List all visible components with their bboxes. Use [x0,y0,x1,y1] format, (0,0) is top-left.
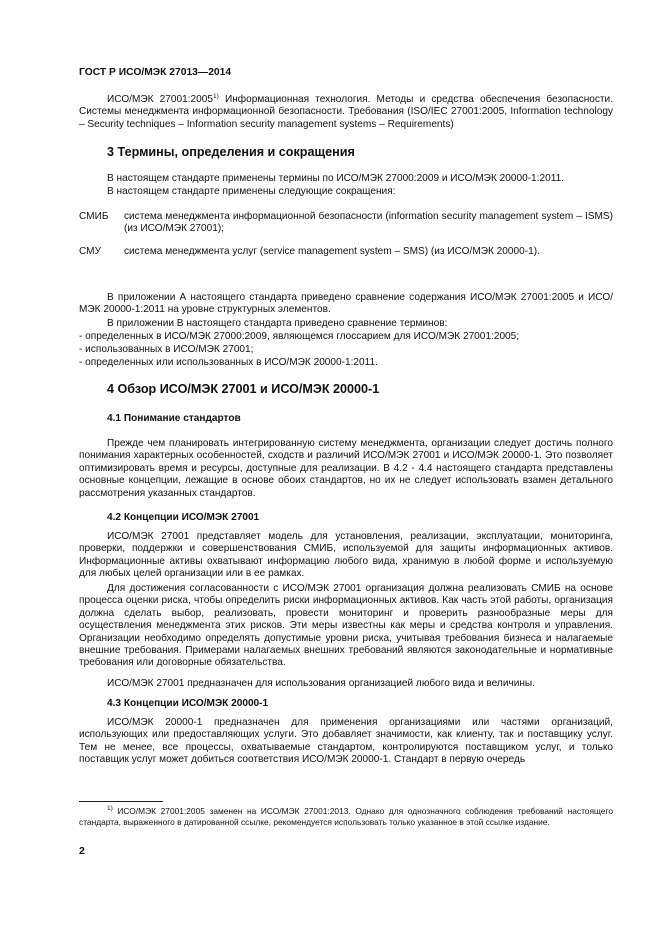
subsection-4-2-para-2: Для достижения согласованности с ИСО/МЭК 27001 организация должна реализовать СМИБ на основе процесса оценки риска, чтобы определить риски информационных активов. Как часть этой работы, организация должна сделать выбор, реализовать, провести мониторинг и проверить разнообразные меры для осуществления менеджмента этих рисков. Эти меры известны как меры и средства контроля и управления. Организации необходимо определять допустимые уровни риска, учитывая требования бизнеса и налагаемые внешние требования. Примерами налагаемых внешних требований являются законодательные и нормативные требования или договорные обязательства. [79,583,613,669]
subsection-4-2-para-3: ИСО/МЭК 27001 предназначен для использования организацией любого вида и величины. [107,678,535,689]
reference-text: Информационная технология. Методы и средства обеспечения безопасности. Системы менеджмента информационной безопасности. Требования (ISO/IEC 27001:2005, Information technology – Security techniques – Information security management systems – Requirements) [79,94,613,130]
footnote-separator [79,801,163,802]
list-item: - определенных или использованных в ИСО/МЭК 20000-1:2011. [79,357,378,368]
reference-id: ИСО/МЭК 27001:2005 [107,94,214,105]
section-3-para-abbr-intro: В настоящем стандарте применены следующие сокращения: [107,186,396,197]
abbr-key-smu: СМУ [79,246,101,257]
section-3-para-terms: В настоящем стандарте применены термины по ИСО/МЭК 27000:2009 и ИСО/МЭК 20000-1:2011. [107,173,564,184]
list-item: - определенных в ИСО/МЭК 27000:2009, являющемся глоссарием для ИСО/МЭК 27001:2005; [79,331,520,342]
section-4-heading: 4 Обзор ИСО/МЭК 27001 и ИСО/МЭК 20000-1 [107,382,380,396]
subsection-4-3-text: ИСО/МЭК 20000-1 предназначен для применения организациями или частями организаций, использующих или предоставляющих услуги. Это добавляет значимости, как клиенту, так и поставщику услуг. Тем не менее, все процессы, охватываемые стандартом, контролируются поставщиком услуг, и только поставщик услуг может добиться соответствия ИСО/МЭК 20000-1. Стандарт в первую очередь [79,717,613,766]
subsection-4-2-para-1: ИСО/МЭК 27001 представляет модель для установления, реализации, эксплуатации, мониторинга, проверки, поддержки и совершенствования СМИБ, используемой для защиты информационных активов. Информационные активы охватывают информацию любого вида, хранимую в любой форме и используемую для любых целей организации или в ее рамках. [79,531,613,580]
annex-a-paragraph: В приложении А настоящего стандарта приведено сравнение содержания ИСО/МЭК 27001:2005 и ИСО/МЭК 20000-1:2011 на уровне структурных элементов. [79,292,613,316]
standard-header: ГОСТ Р ИСО/МЭК 27013—2014 [79,67,232,78]
subsection-4-1-text: Прежде чем планировать интегрированную систему менеджмента, организации следует достичь полного понимания характерных особенностей, сходств и различий ИСО/МЭК 27001 и ИСО/МЭК 20000-1. Это позволяет оптимизировать время и ресурсы, доступные для реализации. В 4.2 - 4.4 настоящего стандарта представлены основные концепции, лежащие в основе обоих стандартов, но их не следует использовать взамен детального рассмотрения указанных стандартов. [79,438,613,499]
abbr-key-smib: СМИБ [79,211,109,222]
section-3-heading: 3 Термины, определения и сокращения [107,145,355,159]
footnote-text: ИСО/МЭК 27001:2005 заменен на ИСО/МЭК 27001:2013. Однако для однозначного соблюдения требований настоящего стандарта, выраженного в датированной ссылке, рекомендуется использовать только указанное в этой ссылке издание. [79,806,613,827]
footnote-mark: 1) [107,805,113,812]
footnote [79,806,613,828]
footnote-mark: 1) [213,93,219,100]
abbr-definition-smib: система менеджмента информационной безопасности (information security management system – ISMS) (из ИСО/МЭК 27001); [124,211,613,235]
normative-reference [79,94,613,131]
subsection-4-3-heading: 4.3 Концепции ИСО/МЭК 20000-1 [107,698,269,709]
abbr-definition-smu: система менеджмента услуг (service management system – SMS) (из ИСО/МЭК 20000-1). [124,246,540,257]
page-number: 2 [79,845,85,857]
subsection-4-2-heading: 4.2 Концепции ИСО/МЭК 27001 [107,512,260,523]
list-item: - использованных в ИСО/МЭК 27001; [79,344,254,355]
subsection-4-1-heading: 4.1 Понимание стандартов [107,413,241,424]
annex-b-paragraph: В приложении В настоящего стандарта приведено сравнение терминов: [107,318,448,329]
